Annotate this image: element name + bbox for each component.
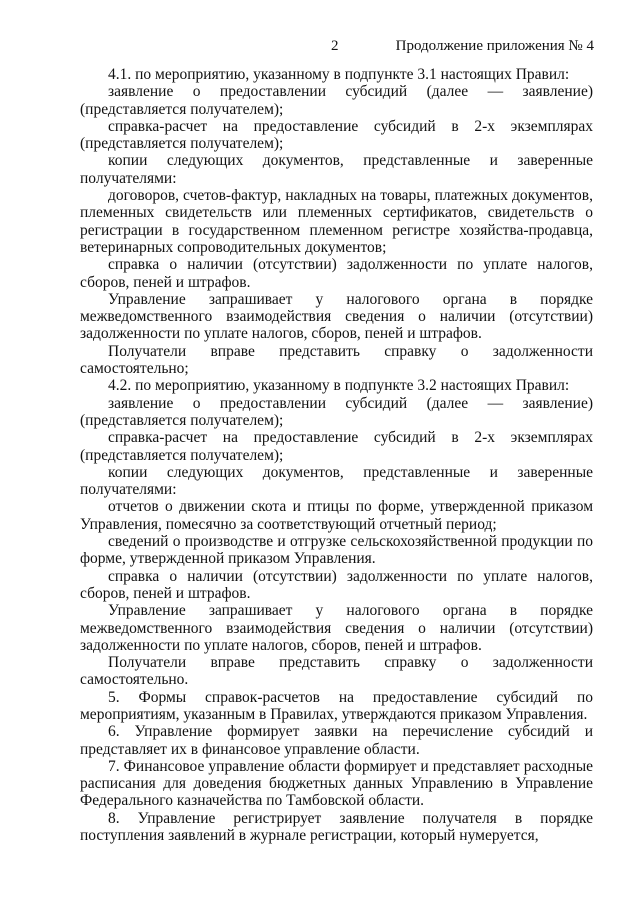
paragraph-item-7: 7. Финансовое управление области формирует и представляет расходные расписания для доведения бюджетных данных Управлению в Управление Федерального казначейства по Тамбовской области.	[80, 757, 593, 810]
appendix-continuation-header: Продолжение приложения № 4	[395, 38, 594, 54]
paragraph-calculation: справка-расчет на предоставление субсидий в 2-х экземплярах (представляется получателем);	[80, 117, 593, 153]
page-number: 2	[331, 38, 339, 54]
paragraph-copies: копии следующих документов, представленные и заверенные получателями:	[80, 152, 593, 187]
paragraph-application: заявление о предоставлении субсидий (далее — заявление) (представляется получателем);	[80, 83, 593, 118]
paragraph-item-6: 6. Управление формирует заявки на перечисление субсидий и представляет их в финансовое управление области.	[80, 723, 593, 758]
document-body	[80, 66, 593, 844]
paragraph-application-2: заявление о предоставлении субсидий (далее — заявление) (представляется получателем);	[80, 394, 593, 429]
paragraph-4-2-intro: 4.2. по мероприятию, указанному в подпункте 3.2 настоящих Правил:	[108, 377, 570, 395]
paragraph-tax-certificate-2: справка о наличии (отсутствии) задолженности по уплате налогов, сборов, пеней и штрафов.	[80, 567, 593, 602]
paragraph-item-5: 5. Формы справок-расчетов на предоставление субсидий по мероприятиям, указанным в Правилах, утверждаются приказом Управления.	[80, 688, 593, 723]
paragraph-4-1-intro: 4.1. по мероприятию, указанному в подпункте 3.1 настоящих Правил:	[108, 66, 570, 83]
paragraph-item-8: 8. Управление регистрирует заявление получателя в порядке поступления заявлений в журнале регистрации, который нумеруется,	[80, 809, 593, 845]
paragraph-tax-certificate: справка о наличии (отсутствии) задолженности по уплате налогов, сборов, пеней и штрафов.	[80, 256, 593, 291]
paragraph-interagency-request: Управление запрашивает у налогового органа в порядке межведомственного взаимодействия сведения о наличии (отсутствии) задолженности по уплате налогов, сборов, пеней и штрафов.	[80, 290, 593, 343]
paragraph-recipients-right: Получатели вправе представить справку о задолженности самостоятельно;	[80, 342, 593, 378]
paragraph-copies-2: копии следующих документов, представленные и заверенные получателями:	[80, 463, 593, 499]
paragraph-production-info: сведений о производстве и отгрузке сельскохозяйственной продукции по форме, утвержденной приказом Управления.	[80, 533, 593, 568]
paragraph-contracts: договоров, счетов-фактур, накладных на товары, платежных документов, племенных свидетельств или племенных сертификатов, свидетельств о регистрации в государственном племенном регистре хозяйства-продавца, ветеринарных сопроводительных документов;	[80, 187, 593, 256]
paragraph-interagency-request-2: Управление запрашивает у налогового органа в порядке межведомственного взаимодействия сведения о наличии (отсутствии) задолженности по уплате налогов, сборов, пеней и штрафов.	[80, 602, 593, 654]
paragraph-livestock-reports: отчетов о движении скота и птицы по форме, утвержденной приказом Управления, помесячно за соответствующий отчетный период;	[80, 498, 593, 533]
paragraph-calculation-2: справка-расчет на предоставление субсидий в 2-х экземплярах (представляется получателем);	[80, 429, 593, 464]
paragraph-recipients-right-2: Получатели вправе представить справку о задолженности самостоятельно.	[80, 654, 593, 689]
